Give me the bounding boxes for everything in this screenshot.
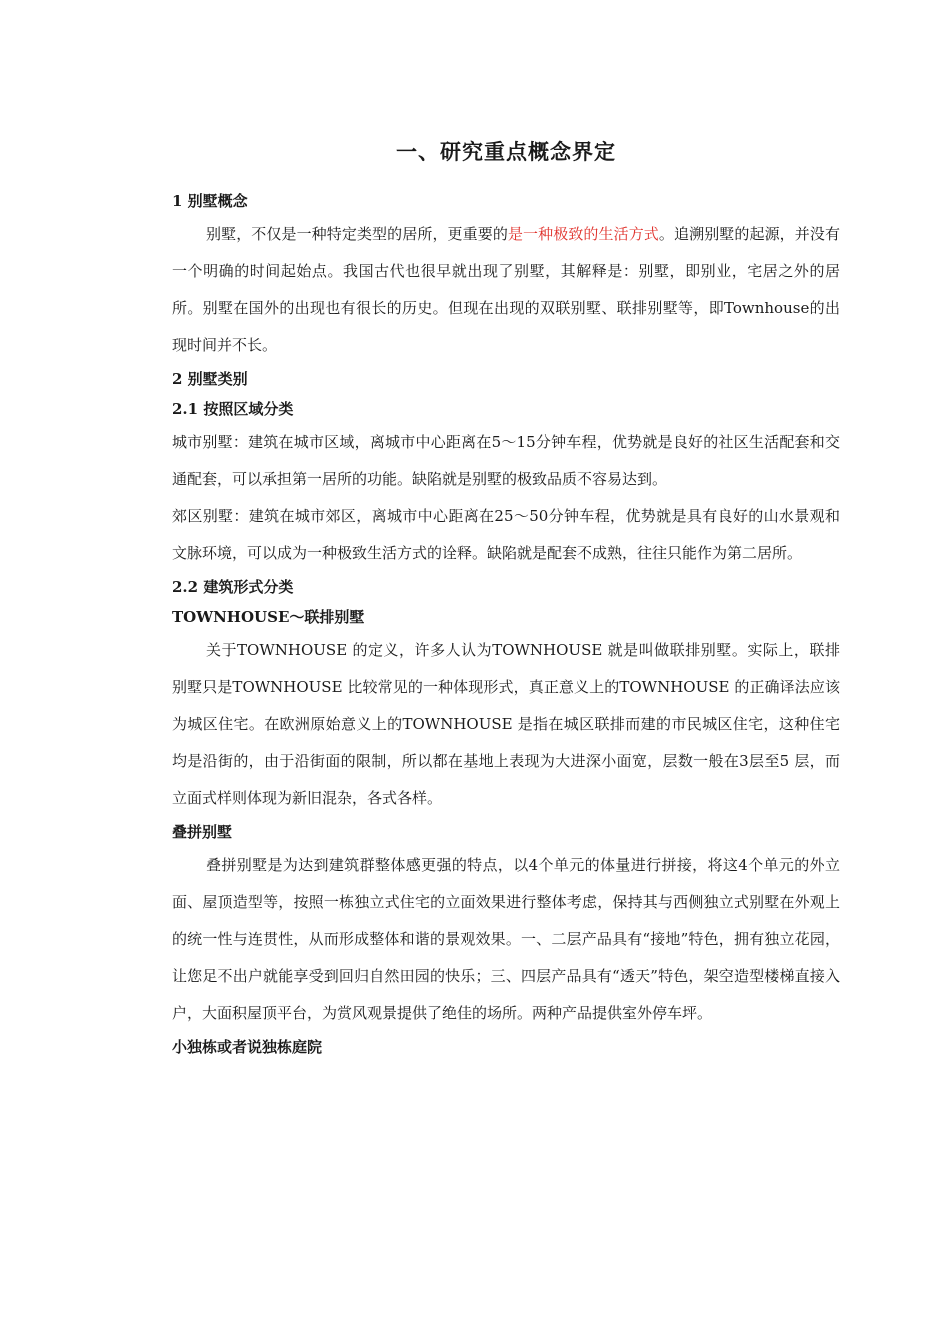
heading-detached-villa: 小独栋或者说独栋庭院 [172, 1038, 323, 1056]
heading-townhouse: TOWNHOUSE～联排别墅 [172, 608, 365, 626]
document-body [172, 186, 840, 1062]
section-heading-villa-concept: 1 别墅概念 [172, 192, 248, 210]
paragraph-villa-concept [172, 216, 840, 364]
paragraph-townhouse: 关于TOWNHOUSE 的定义，许多人认为TOWNHOUSE 就是叫做联排别墅。实际上，联排别墅只是TOWNHOUSE 比较常见的一种体现形式，真正意义上的TOWNHOUSE 的正确译法应该为城区住宅。在欧洲原始意义上的TOWNHOUSE 是指在城区联排而建的市民城区住宅，这种住宅均是沿街的，由于沿街面的限制，所以都在基地上表现为大进深小面宽，层数一般在3层至5 层，而立面式样则体现为新旧混杂，各式各样。 [172, 641, 840, 807]
page-title: 一、研究重点概念界定 [396, 139, 616, 164]
subsection-heading-by-form: 2.2 建筑形式分类 [172, 578, 294, 596]
text-run: 别墅，不仅是一种特定类型的居所，更重要的 [206, 225, 508, 243]
paragraph-city-villa: 城市别墅：建筑在城市区域，离城市中心距离在5～15分钟车程，优势就是良好的社区生活配套和交通配套，可以承担第一居所的功能。缺陷就是别墅的极致品质不容易达到。 [172, 433, 840, 488]
subsection-heading-by-region: 2.1 按照区域分类 [172, 400, 294, 418]
section-heading-villa-types: 2 别墅类别 [172, 370, 248, 388]
heading-stacked-villa: 叠拼别墅 [172, 823, 233, 841]
highlighted-text: 是一种极致的生活方式 [507, 225, 659, 243]
paragraph-suburb-villa: 郊区别墅：建筑在城市郊区，离城市中心距离在25～50分钟车程，优势就是具有良好的山水景观和文脉环境，可以成为一种极致生活方式的诠释。缺陷就是配套不成熟，往往只能作为第二居所。 [172, 507, 840, 562]
text-run: 。追溯别墅的起源，并没有一个明确的时间起始点。我国古代也很早就出现了别墅，其解释是：别墅，即别业，宅居之外的居所。别墅在国外的出现也有很长的历史。但现在出现的双联别墅、联排别墅等，即Townhouse的出现时间并不长。 [172, 225, 840, 354]
paragraph-stacked-villa: 叠拼别墅是为达到建筑群整体感更强的特点，以4个单元的体量进行拼接，将这4个单元的外立面、屋顶造型等，按照一栋独立式住宅的立面效果进行整体考虑，保持其与西侧独立式别墅在外观上的统一性与连贯性，从而形成整体和谐的景观效果。一、二层产品具有“接地”特色，拥有独立花园，让您足不出户就能享受到回归自然田园的快乐；三、四层产品具有“透天”特色，架空造型楼梯直接入户，大面积屋顶平台，为赏风观景提供了绝佳的场所。两种产品提供室外停车坪。 [172, 856, 840, 1022]
